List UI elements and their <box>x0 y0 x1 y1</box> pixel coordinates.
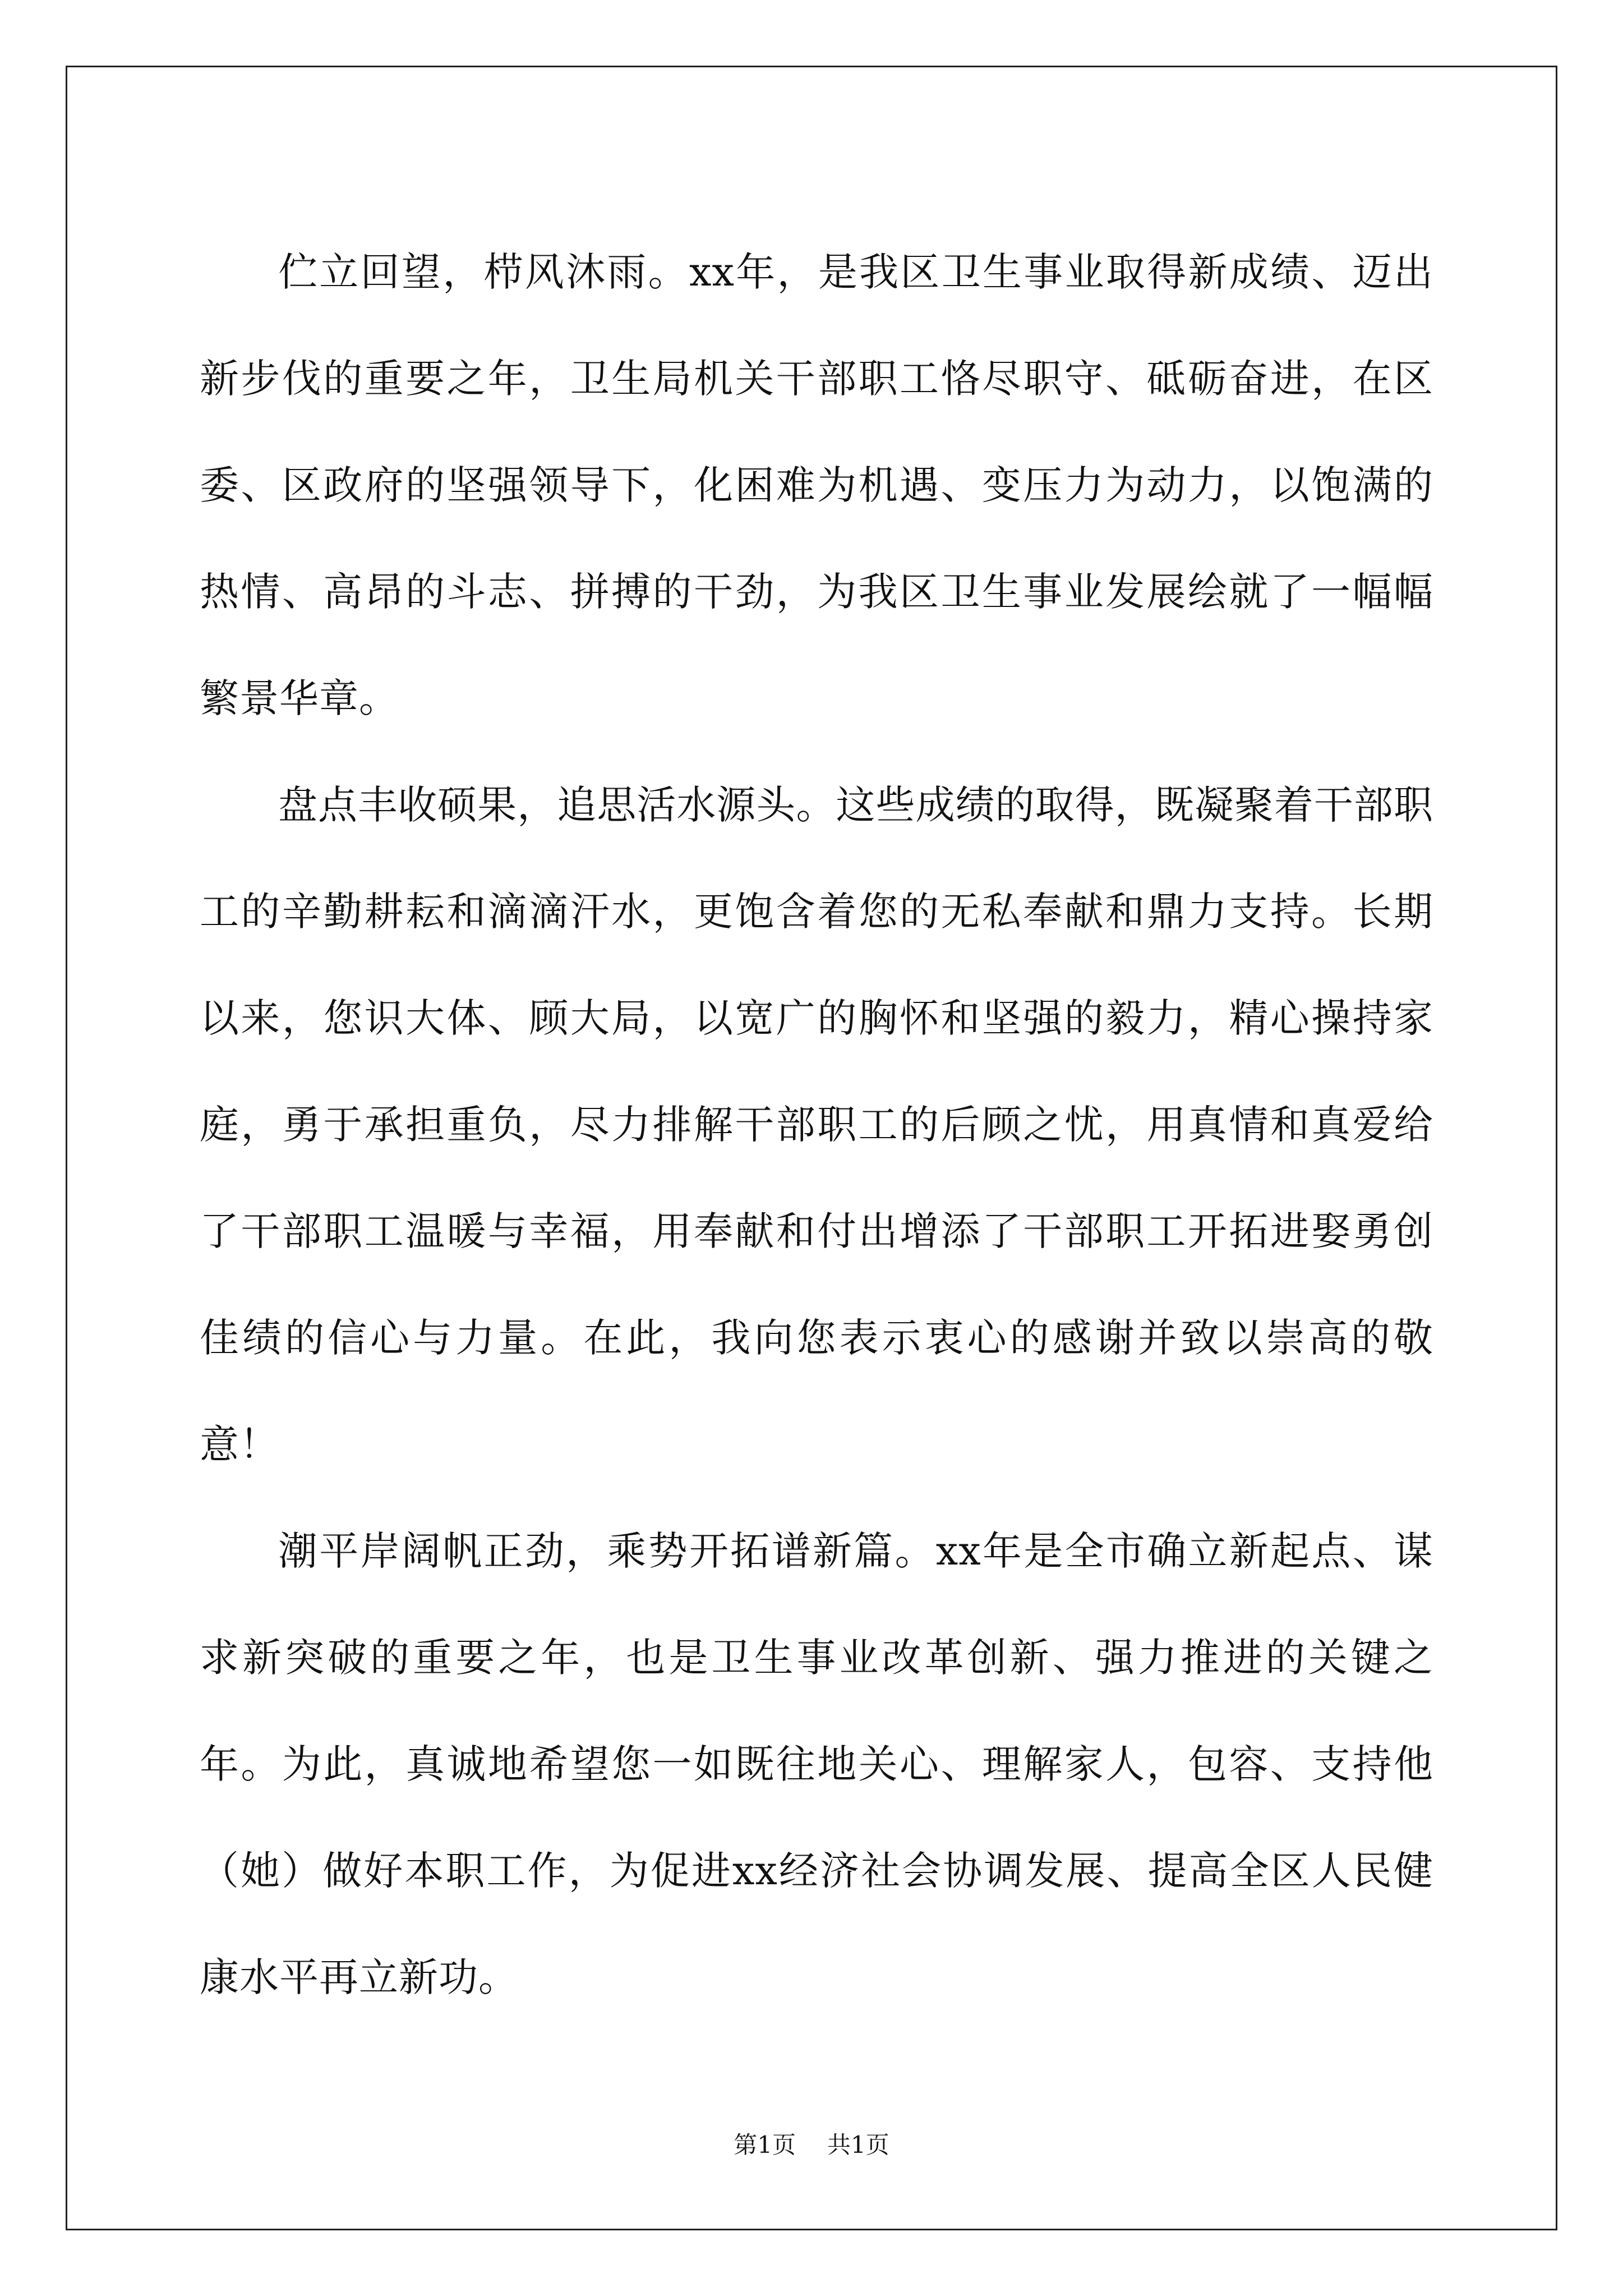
document-body <box>200 219 1433 2031</box>
paragraph-1: 伫立回望，栉风沐雨。xx年，是我区卫生事业取得新成绩、迈出新步伐的重要之年，卫生局机关干部职工恪尽职守、砥砺奋进，在区委、区政府的坚强领导下，化困难为机遇、变压力为动力，以饱满的热情、高昂的斗志、拼搏的干劲，为我区卫生事业发展绘就了一幅幅繁景华章。 <box>200 249 1433 721</box>
paragraph-3: 潮平岸阔帆正劲，乘势开拓谱新篇。xx年是全市确立新起点、谋求新突破的重要之年，也是卫生事业改革创新、强力推进的关键之年。为此，真诚地希望您一如既往地关心、理解家人，包容、支持他（她）做好本职工作，为促进xx经济社会协调发展、提高全区人民健康水平再立新功。 <box>200 1528 1433 2000</box>
page-footer <box>0 2128 1623 2162</box>
paragraph-2: 盘点丰收硕果，追思活水源头。这些成绩的取得，既凝聚着干部职工的辛勤耕耘和滴滴汗水，更饱含着您的无私奉献和鼎力支持。长期以来，您识大体、顾大局，以宽广的胸怀和坚强的毅力，精心操持家庭，勇于承担重负，尽力排解干部职工的后顾之忧，用真情和真爱给了干部职工温暖与幸福，用奉献和付出增添了干部职工开拓进娶勇创佳绩的信心与力量。在此，我向您表示衷心的感谢并致以崇高的敬意！ <box>200 782 1433 1467</box>
page-number-current: 第1页 <box>734 2131 796 2159</box>
page-number-total: 共1页 <box>827 2131 889 2159</box>
